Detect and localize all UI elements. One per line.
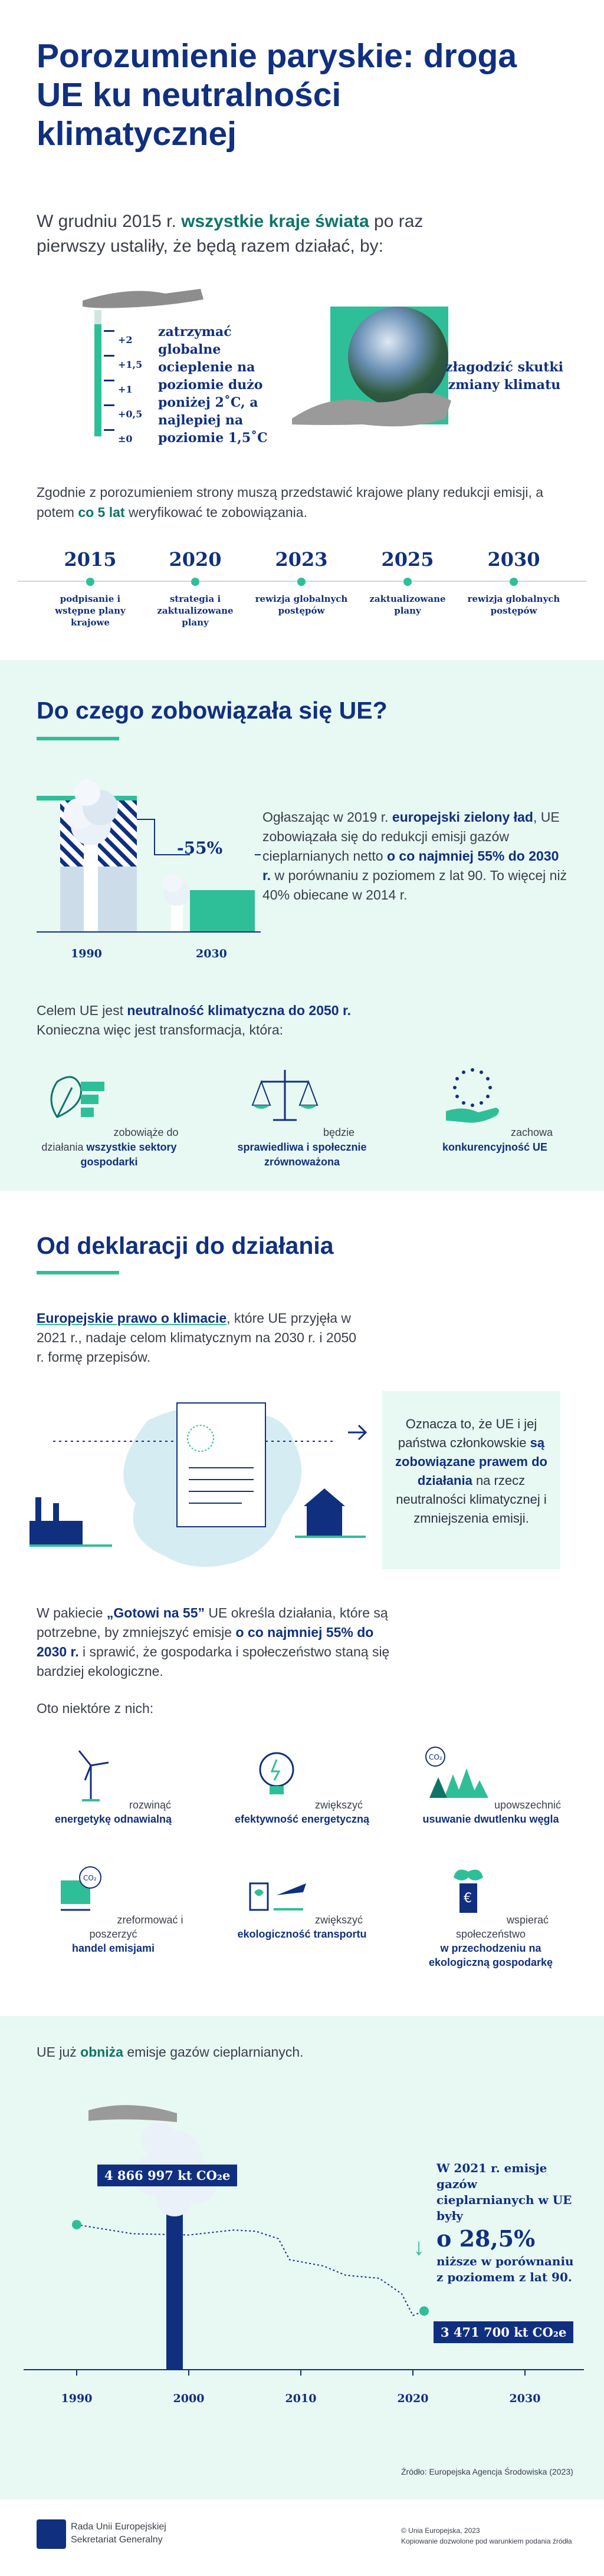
goal-temperature: zatrzymać globalne ocieplenie na poziomie dużo poniżej 2˚C, a najlepiej na poziomie 1,5˚C [158,324,268,446]
action-item: zwiększyć ekologiczność transportu [225,1860,379,1941]
org-line: Sekretariat Generalny [71,2535,163,2545]
org-name [71,2521,166,2547]
feature-item: będzie sprawiedliwa i społecznie zrównoważona [216,1064,388,1170]
intro-text: W grudniu 2015 r. wszystkie kraje świata po raz pierwszy ustaliły, że będą razem działać, by: [37,212,424,256]
timeline-year: 2020 [169,548,222,571]
examples-intro: Oto niektóre z nich: [37,1701,154,1716]
reduction-chart-icon [37,772,261,943]
council-logo-icon [37,2519,66,2549]
source-note: Źródło: Europejska Agencja Środowiska (2023) [401,2467,573,2476]
legal-obligation-text: Oznacza to, że UE i jej państwa członkowskie są zobowiązane prawem do działania na rzecz neutralności klimatycznej i zmniejszenia emisji. [395,1417,547,1526]
timeline-dot [510,578,518,586]
timeline-dot [297,578,306,586]
svg-text:€: € [463,1891,472,1906]
goal-adapt: złagodzić skutki zmiany klimatu [445,360,563,393]
hand-icon [88,2105,177,2122]
section-title: Od deklaracji do działania [37,1232,334,1259]
note-text: niższe w porównaniu z poziomem z lat 90. [436,2254,574,2284]
note-percentage: o 28,5% [436,2225,536,2252]
title-underline [37,1271,119,1274]
action-item: zwiększyć efektywność energetyczną [225,1745,379,1826]
copyright [401,2525,572,2547]
timeline-item [464,548,564,617]
scales-icon [250,1064,320,1129]
timeline-year: 2030 [487,548,540,571]
wind-turbine-icon [55,1745,126,1804]
action-item: CO₂ zreformować i poszerzyć handel emisjami [37,1860,190,1955]
timeline-item [145,548,245,628]
start-point [72,2220,81,2229]
svg-text:CO₂: CO₂ [83,1874,97,1882]
timeline-label: rewizja globalnych postępów [467,594,560,616]
end-value-label: 3 471 700 kt CO₂e [434,2321,573,2343]
emissions-series-line [77,2225,424,2315]
thermo-tick: +1 [118,384,133,395]
org-line: Rada Unii Europejskiej [71,2522,166,2532]
timeline-dot [403,578,412,586]
timeline-item [357,548,458,617]
thermo-tick-labels [118,328,142,452]
copyright-line: Kopiowanie dozwolone pod warunkiem podania źródła [401,2537,572,2545]
thermo-tick: ±0 [118,433,133,444]
chart-year: 1990 [71,947,102,960]
x-tick-label: 1990 [61,2392,93,2405]
action-section [0,1191,604,2016]
x-tick-label: 2000 [173,2392,205,2405]
x-tick-label: 2020 [397,2392,429,2405]
thermo-tick: +2 [118,334,133,345]
end-point [419,2306,429,2315]
timeline-dot [191,578,199,586]
feature-item: zobowiąże do działania wszystkie sektory gospodarki [24,1064,195,1170]
emissions-intro: UE już obniża emisje gazów cieplarnianych. [37,2044,304,2060]
green-deal-text: Ogłaszając w 2019 r. europejski zielony ład, UE zobowiązała się do redukcji emisji gazów cieplarnianych netto o co najmniej 55% do 2030 r. w porównaniu z poziomem z lat 90. To więcej niż 40% obiecane w 2014 r. [262,809,567,902]
reduction-note [436,2160,578,2285]
timeline-year: 2015 [64,548,117,571]
x-tick-label: 2030 [509,2392,541,2405]
eu-hand-icon [437,1064,508,1129]
light-bulb-icon [241,1745,312,1804]
timeline-item [251,548,352,617]
accord-text: Zgodnie z porozumieniem strony muszą przedstawić krajowe plany redukcji emisji, a potem co 5 lat weryfikować te zobowiązania. [37,485,544,520]
start-value-label: 4 866 997 kt CO₂e [97,2165,237,2186]
timeline-label: rewizja globalnych postępów [255,594,348,616]
svg-text:CO₂: CO₂ [428,1753,442,1761]
fit-for-55-text: W pakiecie „Gotowi na 55” UE określa działania, które są potrzebne, by zmniejszyć emisje o co najmniej 55% do 2030 r. i sprawić, że gospodarka i społeczeństwo staną się bardziej ekologiczne. [37,1605,390,1679]
climate-law-text: Europejskie prawo o klimacie, które UE przyjęła w 2021 r., nadaje celom klimatycznym na 2030 r. i 2050 r. formę przepisów. [37,1310,357,1365]
thermo-tick: +1,5 [118,359,143,370]
reduction-label: -55% [177,838,223,858]
neutrality-text: Celem UE jest neutralność klimatyczna do 2050 r. Konieczna więc jest transformacja, która: [37,1003,352,1037]
footer [0,2499,604,2576]
co2-trade-icon [43,1860,114,1919]
action-item: € wspierać społeczeństwo w przechodzeniu na ekologiczną gospodarkę [414,1860,567,1969]
money-plant-icon [433,1860,504,1919]
x-tick-label: 2010 [285,2392,317,2405]
title-underline [37,737,119,740]
copyright-line: © Unia Europejska, 2023 [401,2526,480,2535]
sectors-icon [40,1064,110,1129]
timeline-year: 2023 [275,548,328,571]
emissions-section [0,2016,604,2499]
timeline-dot [86,578,94,586]
action-item: rozwinąć energetykę odnawialną [37,1745,190,1826]
note-text: W 2021 r. emisje gazów cieplarnianych w UE były [436,2161,572,2223]
commitment-section [0,660,604,1191]
trees-co2-icon [421,1745,491,1804]
timeline-year: 2025 [381,548,434,571]
hands-icon [292,383,451,430]
down-arrow-icon: ↓ [413,2234,425,2260]
transport-icon [241,1860,312,1919]
feature-item: zachowa konkurencyjność UE [409,1064,580,1155]
chart-year: 2030 [196,947,227,960]
timeline-label: zaktualizowane plany [369,594,446,616]
page-title: Porozumienie paryskie: droga UE ku neutralności klimatycznej [37,37,517,153]
timeline-item [40,548,140,628]
timeline-label: strategia i zaktualizowane plany [157,594,234,628]
action-item: CO₂ upowszechnić usuwanie dwutlenku węgla [414,1745,567,1826]
eu-map-illustration [18,1385,383,1580]
section-title: Do czego zobowiązała się UE? [37,697,388,724]
hero-section [0,0,604,660]
thermo-tick: +0,5 [118,409,143,420]
timeline-label: podpisanie i wstępne plany krajowe [55,594,126,628]
